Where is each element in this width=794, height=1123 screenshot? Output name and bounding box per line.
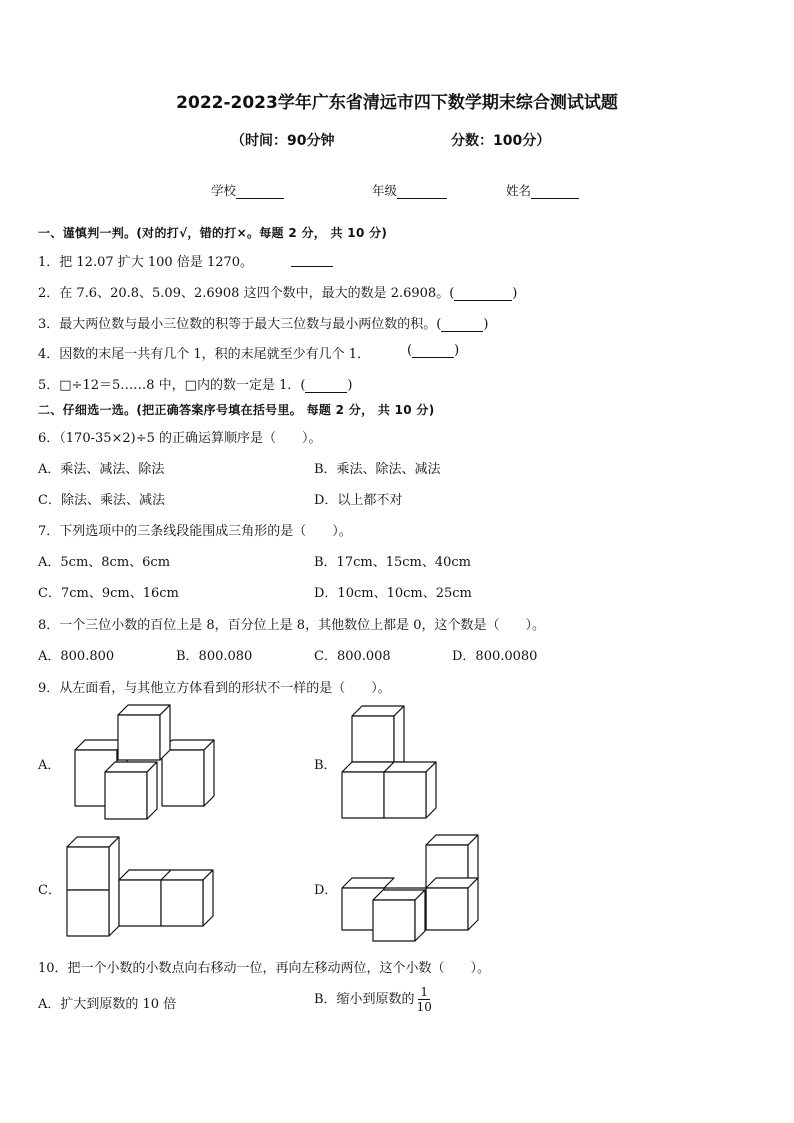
name-blank[interactable]	[531, 198, 579, 199]
option-7b[interactable]: B．17cm、15cm、40cm	[314, 555, 472, 570]
option-10b[interactable]	[314, 985, 432, 1014]
question-3-text: 3．最大两位数与最小三位数的积等于最大三位数与最小两位数的积。(	[38, 317, 442, 332]
school-field[interactable]	[211, 181, 284, 199]
question-1: 1．把 12.07 扩大 100 倍是 1270。	[38, 255, 254, 270]
section2-heading: 二、仔细选一选。(把正确答案序号填在括号里。 每题 2 分， 共 10 分)	[38, 403, 435, 417]
cube-figure-d-icon[interactable]	[338, 830, 484, 944]
question-5	[38, 374, 353, 393]
answer-blank-3[interactable]	[441, 317, 483, 332]
answer-blank-2[interactable]	[454, 286, 512, 301]
option-6d[interactable]: D．以上都不对	[314, 493, 403, 508]
option-9d-label[interactable]: D．	[314, 883, 338, 898]
page-title: 2022-2023学年广东省清远市四下数学期末综合测试试题	[176, 93, 618, 113]
fraction-numerator: 1	[420, 985, 429, 999]
option-6a[interactable]: A．乘法、减法、除法	[38, 462, 165, 477]
option-9a-label[interactable]: A．	[38, 758, 61, 773]
option-10b-text: B．缩小到原数的	[314, 992, 415, 1007]
question-5-text: 5．□÷12＝5……8 中，□内的数一定是 1．(	[38, 378, 306, 393]
grade-label: 年级	[372, 183, 398, 198]
option-7d[interactable]: D．10cm、10cm、25cm	[314, 586, 472, 601]
question-6: 6．（170-35×2)÷5 的正确运算顺序是（ ）。	[38, 431, 322, 446]
section1-heading: 一、谨慎判一判。(对的打√，错的打×。每题 2 分， 共 10 分)	[38, 226, 388, 240]
close-paren: )	[454, 343, 460, 358]
question-8: 8．一个三位小数的百位上是 8，百分位上是 8，其他数位上都是 0，这个数是（ ）。	[38, 618, 545, 633]
grade-blank[interactable]	[397, 198, 447, 199]
answer-blank-1[interactable]	[291, 251, 333, 267]
grade-field[interactable]	[372, 181, 447, 199]
open-paren: (	[407, 343, 413, 358]
question-4: 4．因数的末尾一共有几个 1，积的末尾就至少有几个 1．	[38, 347, 371, 362]
option-9c-label[interactable]: C．	[38, 883, 61, 898]
fraction-denominator: 10	[416, 1000, 432, 1014]
question-3	[38, 313, 488, 332]
option-8a[interactable]: A．800.800	[38, 649, 115, 664]
question-7: 7．下列选项中的三条线段能围成三角形的是（ ）。	[38, 524, 352, 539]
name-field[interactable]	[506, 181, 579, 199]
exam-score: 分数：100分）	[451, 133, 551, 149]
name-label: 姓名	[506, 183, 532, 198]
question-10: 10．把一个小数的小数点向右移动一位，再向左移动两位，这个小数（ ）。	[38, 961, 491, 976]
option-6c[interactable]: C．除法、乘法、减法	[38, 493, 165, 508]
cube-figure-a-icon[interactable]	[70, 700, 220, 822]
answer-blank-5[interactable]	[305, 378, 347, 393]
question-4-answer	[407, 343, 459, 358]
option-10a[interactable]: A．扩大到原数的 10 倍	[38, 997, 177, 1012]
option-6b[interactable]: B．乘法、除法、减法	[314, 462, 441, 477]
question-2	[38, 282, 517, 301]
question-2-text: 2．在 7.6、20.8、5.09、2.6908 这四个数中，最大的数是 2.6908。(	[38, 286, 455, 301]
cube-figure-c-icon[interactable]	[62, 834, 218, 938]
exam-time: （时间：90分钟	[231, 133, 335, 149]
answer-blank-4[interactable]	[412, 343, 454, 358]
option-9b-label[interactable]: B．	[314, 758, 337, 773]
option-8b[interactable]: B．800.080	[176, 649, 253, 664]
question-9: 9．从左面看，与其他立方体看到的形状不一样的是（ ）。	[38, 681, 391, 696]
close-paren: )	[347, 378, 353, 393]
fraction-one-tenth	[417, 985, 432, 1014]
option-7c[interactable]: C．7cm、9cm、16cm	[38, 586, 179, 601]
option-8d[interactable]: D．800.0080	[452, 649, 538, 664]
school-label: 学校	[211, 183, 237, 198]
school-blank[interactable]	[236, 198, 284, 199]
close-paren: )	[512, 286, 518, 301]
close-paren: )	[483, 317, 489, 332]
option-7a[interactable]: A．5cm、8cm、6cm	[38, 555, 171, 570]
option-8c[interactable]: C．800.008	[314, 649, 391, 664]
cube-figure-b-icon[interactable]	[338, 702, 448, 820]
